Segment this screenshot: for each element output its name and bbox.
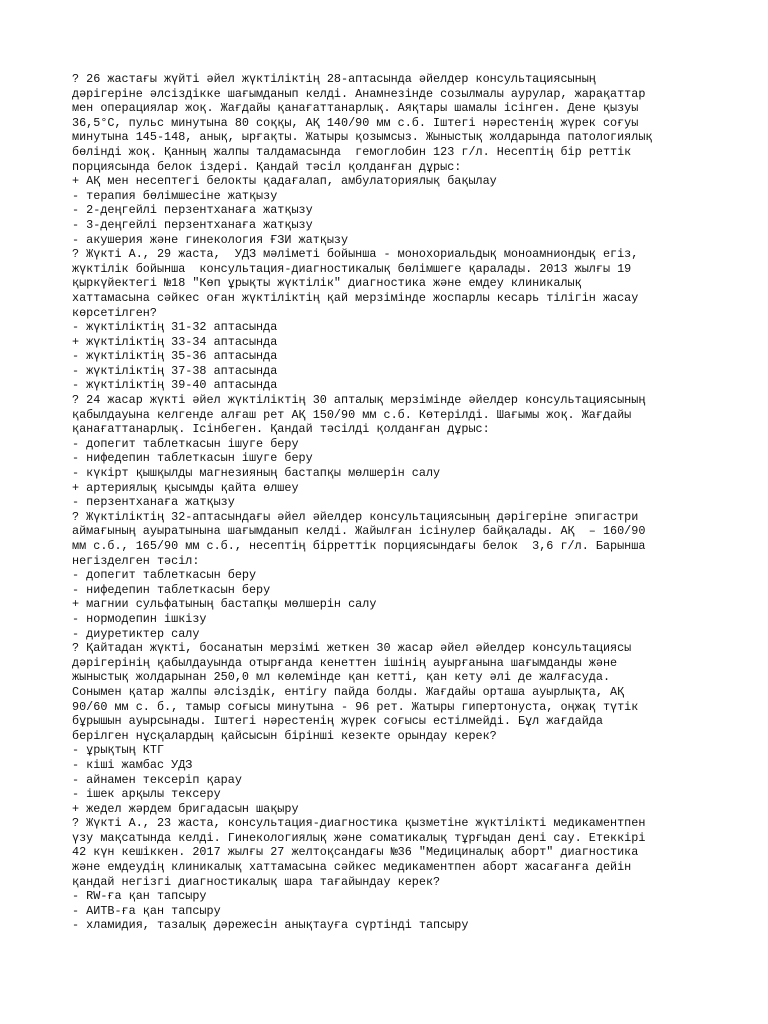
document-line: + магнии сульфатының бастапқы мөлшерін салу — [72, 597, 377, 612]
document-line: - нифедепин таблеткасын ішуге беру — [72, 451, 313, 466]
document-line: - хламидия, тазалық дәрежесін анықтауға сүртінді тапсыру — [72, 918, 469, 933]
document-line: минутына 145-148, анық, ырғақты. Жатыры қозымсыз. Жыныстық жолдарында патологиялық — [72, 130, 653, 145]
document-line: берілген нұсқалардың қайсысын бірінші кезекте орындау керек? — [72, 728, 497, 743]
document-line: ? Жүкті А., 23 жаста, консультация-диагностика қызметіне жүктілікті медикаментпен — [72, 816, 646, 831]
document-line: қандай негізгі диагностикалық шара тағайындау керек? — [72, 874, 441, 889]
document-line: және емдеудің клиникалық хаттамасына сәйкес медикаментпен аборт жасағанға дейін — [72, 860, 632, 875]
document-line: - допегит таблеткасын беру — [72, 568, 257, 583]
document-line: Сонымен қатар жалпы әлсіздік, ентігу пайда болды. Жағдайы орташа ауырлықта, АҚ — [72, 684, 625, 699]
document-line: қабылдауына келгенде алғаш рет АҚ 150/90 мм с.б. Көтерілді. Шағымы жоқ. Жағдайы — [72, 407, 632, 422]
document-line: мен операциялар жоқ. Жағдайы қанағаттанарлық. Аяқтары шамалы ісінген. Дене қызуы — [72, 101, 639, 116]
document-line: бұрышын ауырсынады. Іштегі нәрестенің жүрек соғысы естілмейді. Бұл жағдайда — [72, 714, 603, 729]
document-line: - диуретиктер салу — [72, 626, 200, 641]
document-line: - жүктіліктің 37-38 аптасында — [72, 363, 278, 378]
document-line: - күкірт қышқылды магнезияның бастапқы мөлшерін салу — [72, 466, 441, 481]
document-line: қанағаттанарлық. Ісінбеген. Қандай тәсілді қолданған дұрыс: — [72, 422, 490, 437]
document-line: - акушерия және гинекология ҒЗИ жатқызу — [72, 232, 349, 247]
document-line: дәрігеріне әлсіздікке шағымданып келді. Анамнезінде созылмалы аурулар, жарақаттар — [72, 86, 646, 101]
document-line: көрсетілген? — [72, 305, 157, 320]
document-body — [72, 72, 692, 933]
document-line: - нифедепин таблеткасын беру — [72, 582, 271, 597]
document-line: - жүктіліктің 31-32 аптасында — [72, 320, 278, 335]
document-line: порциясында белок іздері. Қандай тәсіл қолданған дұрыс: — [72, 159, 462, 174]
document-line: - 2-деңгейлі перзентханаға жатқызу — [72, 203, 313, 218]
document-line: 42 күн кешіккен. 2017 жылғы 27 желтоқсандағы №36 "Медициналық аборт" диагностика — [72, 845, 639, 860]
document-line: 90/60 мм с. б., тамыр соғысы минутына - 96 рет. Жатыры гипертонуста, оңжақ түтік — [72, 699, 639, 714]
document-line: негізделген тәсіл: — [72, 553, 200, 568]
document-line: ? Жүктіліктің 32-аптасындағы әйел әйелдер консультациясының дәрігеріне эпигастри — [72, 509, 639, 524]
document-line: - АИТВ-ға қан тапсыру — [72, 903, 221, 918]
document-line: ? 24 жасар жүкті әйел жүктіліктің 30 апталық мерзімінде әйелдер консультациясының — [72, 393, 646, 408]
document-line: жыныстық жолдарынан 250,0 мл көлемінде қан кетті, қан кету әлі де жалғасуда. — [72, 670, 611, 685]
document-line: - нормодепин ішкізу — [72, 611, 207, 626]
document-line: - RW-ға қан тапсыру — [72, 889, 207, 904]
document-line: + жүктіліктің 33-34 аптасында — [72, 334, 278, 349]
document-line: - терапия бөлімшесіне жатқызу — [72, 188, 278, 203]
document-line: - ұрықтың КТГ — [72, 743, 165, 758]
document-line: - жүктіліктің 39-40 аптасында — [72, 378, 278, 393]
document-line: - айнамен тексеріп қарау — [72, 772, 242, 787]
document-line: - жүктіліктің 35-36 аптасында — [72, 349, 278, 364]
document-line: үзу мақсатында келді. Гинекологиялық және соматикалық тұрғыдан дені сау. Етеккірі — [72, 830, 646, 845]
document-line: + АҚ мен несептегі белокты қадағалап, амбулаториялық бақылау — [72, 174, 497, 189]
document-line: қыркүйектегі №18 "Көп ұрықты жүктілік" диагностика және емдеу клиникалық — [72, 276, 582, 291]
document-line: - кіші жамбас УДЗ — [72, 757, 193, 772]
document-line: дәрігерінің қабылдауында отырғанда кенеттен ішінің ауырғанына шағымданды және — [72, 655, 618, 670]
document-line: - допегит таблеткасын ішуге беру — [72, 436, 299, 451]
document-line: + артериялық қысымды қайта өлшеу — [72, 480, 299, 495]
document-line: + жедел жәрдем бригадасын шақыру — [72, 801, 299, 816]
document-line: ? Жүкті А., 29 жаста, УДЗ мәліметі бойынша - монохориальдық моноамниондық егіз, — [72, 247, 639, 262]
document-line: аймағының ауыратынына шағымданып келді. Жайылған ісінулер байқалады. АҚ – 160/90 — [72, 524, 646, 539]
document-line: ? 26 жастағы жүйті әйел жүктіліктің 28-аптасында әйелдер консультациясының — [72, 72, 596, 86]
document-line: мм с.б., 165/90 мм с.б., несептің бірреттік порциясындағы белок 3,6 г/л. Барынша — [72, 539, 646, 553]
document-line: бөлінді жоқ. Қанның жалпы талдамасында гемоглобин 123 г/л. Несептің бір реттік — [72, 144, 632, 159]
document-line: - 3-деңгейлі перзентханаға жатқызу — [72, 217, 313, 232]
document-line: - перзентханаға жатқызу — [72, 495, 235, 510]
document-line: 36,5°C, пульс минутына 80 соққы, АҚ 140/90 мм с.б. Іштегі нәрестенің жүрек соғуы — [72, 115, 639, 130]
document-line: хаттамасына сәйкес оған жүктіліктің қай мерзімінде жоспарлы кесарь тілігін жасау — [72, 290, 639, 305]
document-line: ? Қайтадан жүкті, босанатын мерзімі жеткен 30 жасар әйел әйелдер консультациясы — [72, 641, 632, 656]
document-line: - ішек арқылы тексеру — [72, 787, 221, 802]
document-line: жүктілік бойынша консультация-диагностикалық бөлімшеге қаралады. 2013 жылғы 19 — [72, 261, 632, 276]
